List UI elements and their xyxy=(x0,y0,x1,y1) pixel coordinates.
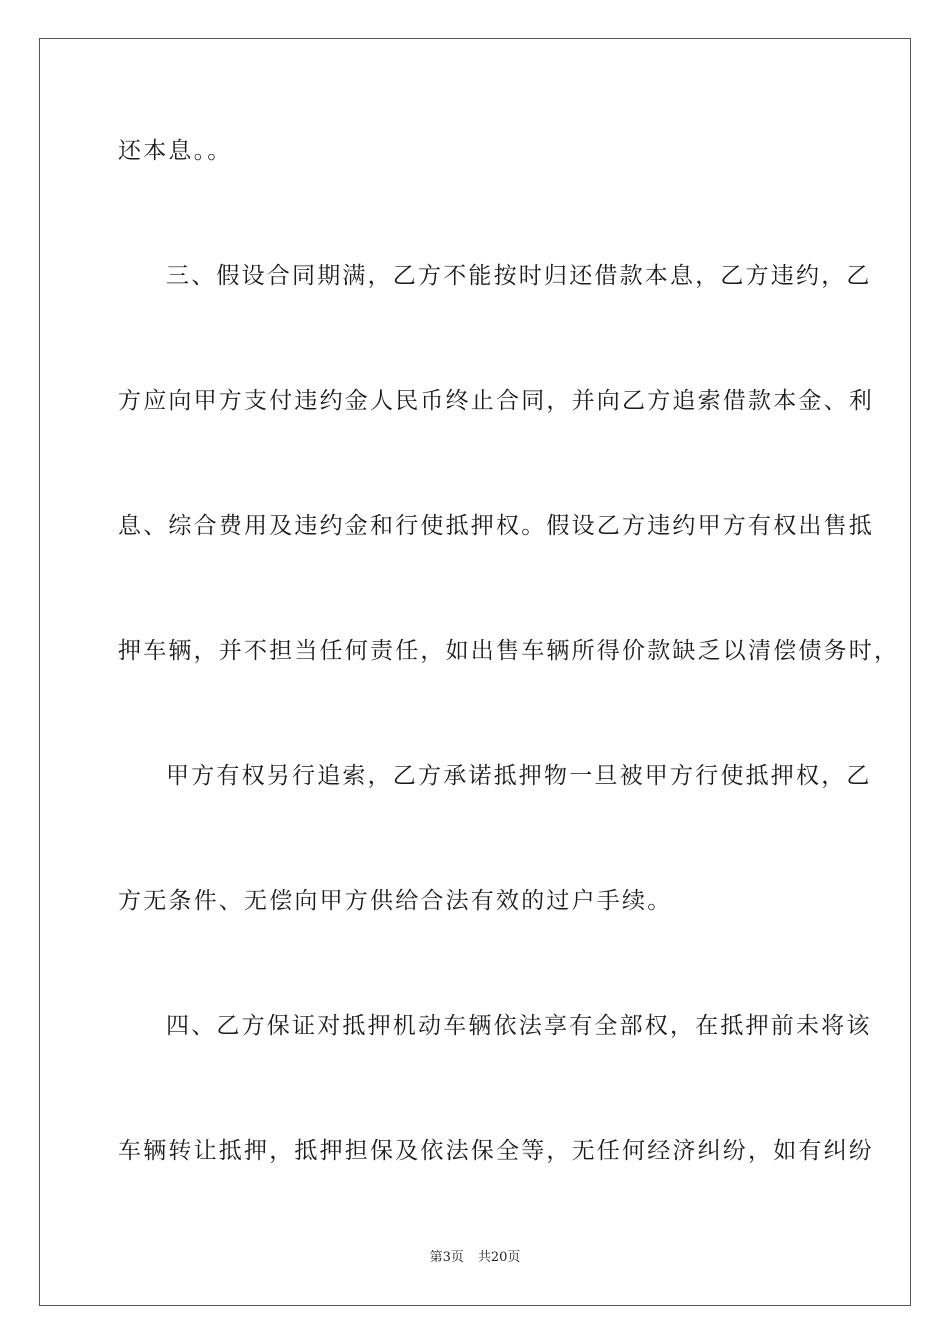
page-number: 第3页 xyxy=(429,1250,464,1265)
page-border xyxy=(39,38,911,1306)
text-line-8: 四、乙方保证对抵押机动车辆依法享有全部权，在抵押前未将该 xyxy=(166,1013,872,1039)
text-line-7: 方无条件、无偿向甲方供给合法有效的过户手续。 xyxy=(118,888,673,914)
text-line-9: 车辆转让抵押，抵押担保及依法保全等，无任何经济纠纷，如有纠纷 xyxy=(118,1138,874,1164)
page-total: 共20页 xyxy=(477,1250,521,1265)
page-footer xyxy=(0,1246,950,1265)
text-line-4: 息、综合费用及违约金和行使抵押权。假设乙方违约甲方有权出售抵 xyxy=(118,513,874,539)
text-line-5: 押车辆，并不担当任何责任，如出售车辆所得价款缺乏以清偿债务时， xyxy=(118,638,900,664)
text-line-6: 甲方有权另行追索，乙方承诺抵押物一旦被甲方行使抵押权，乙 xyxy=(166,763,872,789)
text-line-1: 还本息。。 xyxy=(118,138,233,164)
text-line-3: 方应向甲方支付违约金人民币终止合同，并向乙方追索借款本金、利 xyxy=(118,388,874,414)
text-line-2: 三、假设合同期满，乙方不能按时归还借款本息，乙方违约，乙 xyxy=(166,263,872,289)
